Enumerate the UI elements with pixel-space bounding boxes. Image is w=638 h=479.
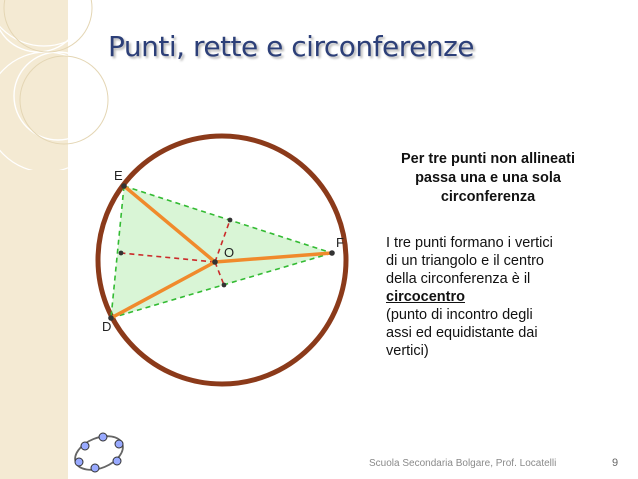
page-number: 9 xyxy=(612,457,619,469)
body-line: I tre punti formano i vertici xyxy=(386,235,553,251)
point-o xyxy=(212,259,218,265)
body-line: vertici) xyxy=(386,343,429,359)
footer-text: Scuola Secondaria Bolgare, Prof. Locatelli xyxy=(369,458,557,469)
headline-line: circonferenza xyxy=(440,189,536,205)
midpoint-ef xyxy=(228,218,233,223)
headline-text xyxy=(372,150,604,207)
body-line: della circonferenza è il xyxy=(386,271,531,287)
headline-line: Per tre punti non allineati xyxy=(400,151,576,167)
headline-line: passa una e una sola xyxy=(415,170,561,186)
label-f: F xyxy=(336,235,344,250)
midpoint-df xyxy=(222,283,227,288)
body-line: (punto di incontro degli xyxy=(386,307,533,323)
body-text xyxy=(386,234,606,360)
midpoint-de xyxy=(119,251,124,256)
geogebra-logo-icon xyxy=(70,430,132,476)
body-line: assi ed equidistante dai xyxy=(386,325,538,341)
keyword-circocentro: circocentro xyxy=(386,289,465,305)
point-e xyxy=(121,183,127,189)
label-o: O xyxy=(224,245,235,260)
label-d: D xyxy=(102,319,112,334)
label-e: E xyxy=(114,168,123,183)
slide-title: Punti, rette e circonferenze xyxy=(108,30,474,63)
point-f xyxy=(329,250,335,256)
body-line: di un triangolo e il centro xyxy=(386,253,544,269)
